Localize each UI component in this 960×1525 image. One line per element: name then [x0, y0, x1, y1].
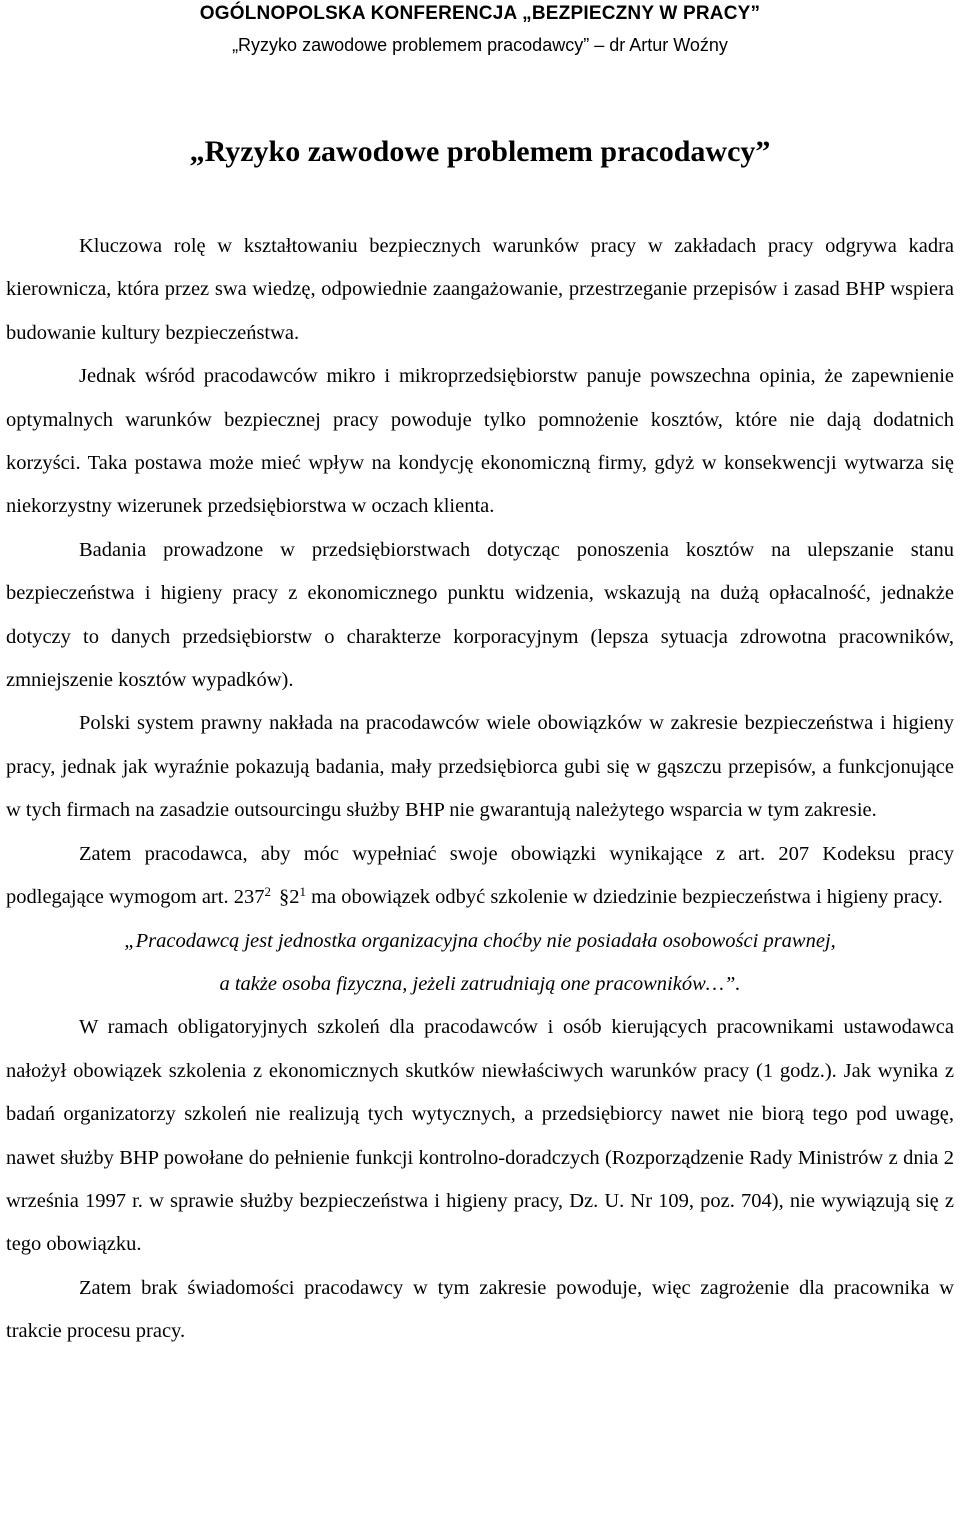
quote-line-1: „Pracodawcą jest jednostka organizacyjna choćby nie posiadała osobowości prawnej, [124, 929, 836, 952]
conference-subtitle: „Ryzyko zawodowe problemem pracodawcy” – dr Artur Woźny [232, 35, 728, 55]
quote-line-2: a także osoba fizyczna, jeżeli zatrudniają one pracowników…”. [219, 972, 741, 995]
paragraph-3: Badania prowadzone w przedsiębiorstwach dotycząc ponoszenia kosztów na ulepszanie stanu bezpieczeństwa i higieny pracy z ekonomicznego punktu widzenia, wskazują na dużą opłacalność, jednakże dotyczy to danych przedsiębiorstw o charakterze korporacyjnym (lepsza sytuacja zdrowotna pracowników, zmniejszenie kosztów wypadków). [6, 538, 954, 692]
paragraph-5 [6, 833, 954, 920]
paragraph-1: Kluczowa rolę w kształtowaniu bezpiecznych warunków pracy w zakładach pracy odgrywa kadra kierownicza, która przez swa wiedzę, odpowiednie zaangażowanie, przestrzeganie przepisów i zasad BHP wspiera budowanie kultury bezpieczeństwa. [6, 235, 954, 344]
paragraph-5-text-a: Zatem pracodawca, aby móc wypełniać swoje obowiązki wynikające z art. 207 Kodeksu pracy podlegające wymogom art. 237 [6, 842, 954, 909]
page-header [0, 2, 960, 58]
superscript-article: 2 [264, 884, 271, 900]
paragraph-4: Polski system prawny nakłada na pracodawców wiele obowiązków w zakresie bezpieczeństwa i higieny pracy, jednak jak wyraźnie pokazują badania, mały przedsiębiorca gubi się w gąszczu przepisów, a funkcjonujące w tych firmach na zasadzie outsourcingu służby BHP nie gwarantują należytego wsparcia w tym zakresie. [6, 712, 954, 822]
paragraph-5-text-c: ma obowiązek odbyć szkolenie w dziedzinie bezpieczeństwa i higieny pracy. [311, 886, 943, 909]
paragraph-5-section: 2 [289, 886, 300, 909]
paragraph-6: W ramach obligatoryjnych szkoleń dla pracodawców i osób kierujących pracownikami ustawodawca nałożył obowiązek szkolenia z ekonomicznych skutków niewłaściwych warunków pracy (1 godz.). Jak wynika z badań organizatorzy szkoleń nie realizują tych wytycznych, a przedsiębiorcy nawet nie biorą tego pod uwagę, nawet służby BHP powołane do pełnienie funkcji kontrolno-doradczych (Rozporządzenie Rady Ministrów z dnia 2 września 1997 r. w sprawie służby bezpieczeństwa i higieny pracy, Dz. U. Nr 109, poz. 704), nie wywiązują się z tego obowiązku. [6, 1016, 954, 1256]
paragraph-7: Zatem brak świadomości pracodawcy w tym zakresie powoduje, więc zagrożenie dla pracownika w trakcie procesu pracy. [6, 1276, 954, 1343]
section-sign-icon: § [278, 886, 290, 909]
document-body [6, 225, 954, 1354]
conference-title: OGÓLNOPOLSKA KONFERENCJA „BEZPIECZNY W PRACY” [199, 3, 761, 24]
paragraph-2: Jednak wśród pracodawców mikro i mikroprzedsiębiorstw panuje powszechna opinia, że zapewnienie optymalnych warunków bezpiecznej pracy powoduje tylko pomnożenie kosztów, które nie dają dodatnich korzyści. Taka postawa może mieć wpływ na kondycję ekonomiczną firmy, gdyż w konsekwencji wytwarza się niekorzystny wizerunek przedsiębiorstwa w oczach klienta. [6, 365, 954, 518]
document-title: „Ryzyko zawodowe problemem pracodawcy” [189, 135, 771, 168]
superscript-section: 1 [299, 884, 306, 900]
